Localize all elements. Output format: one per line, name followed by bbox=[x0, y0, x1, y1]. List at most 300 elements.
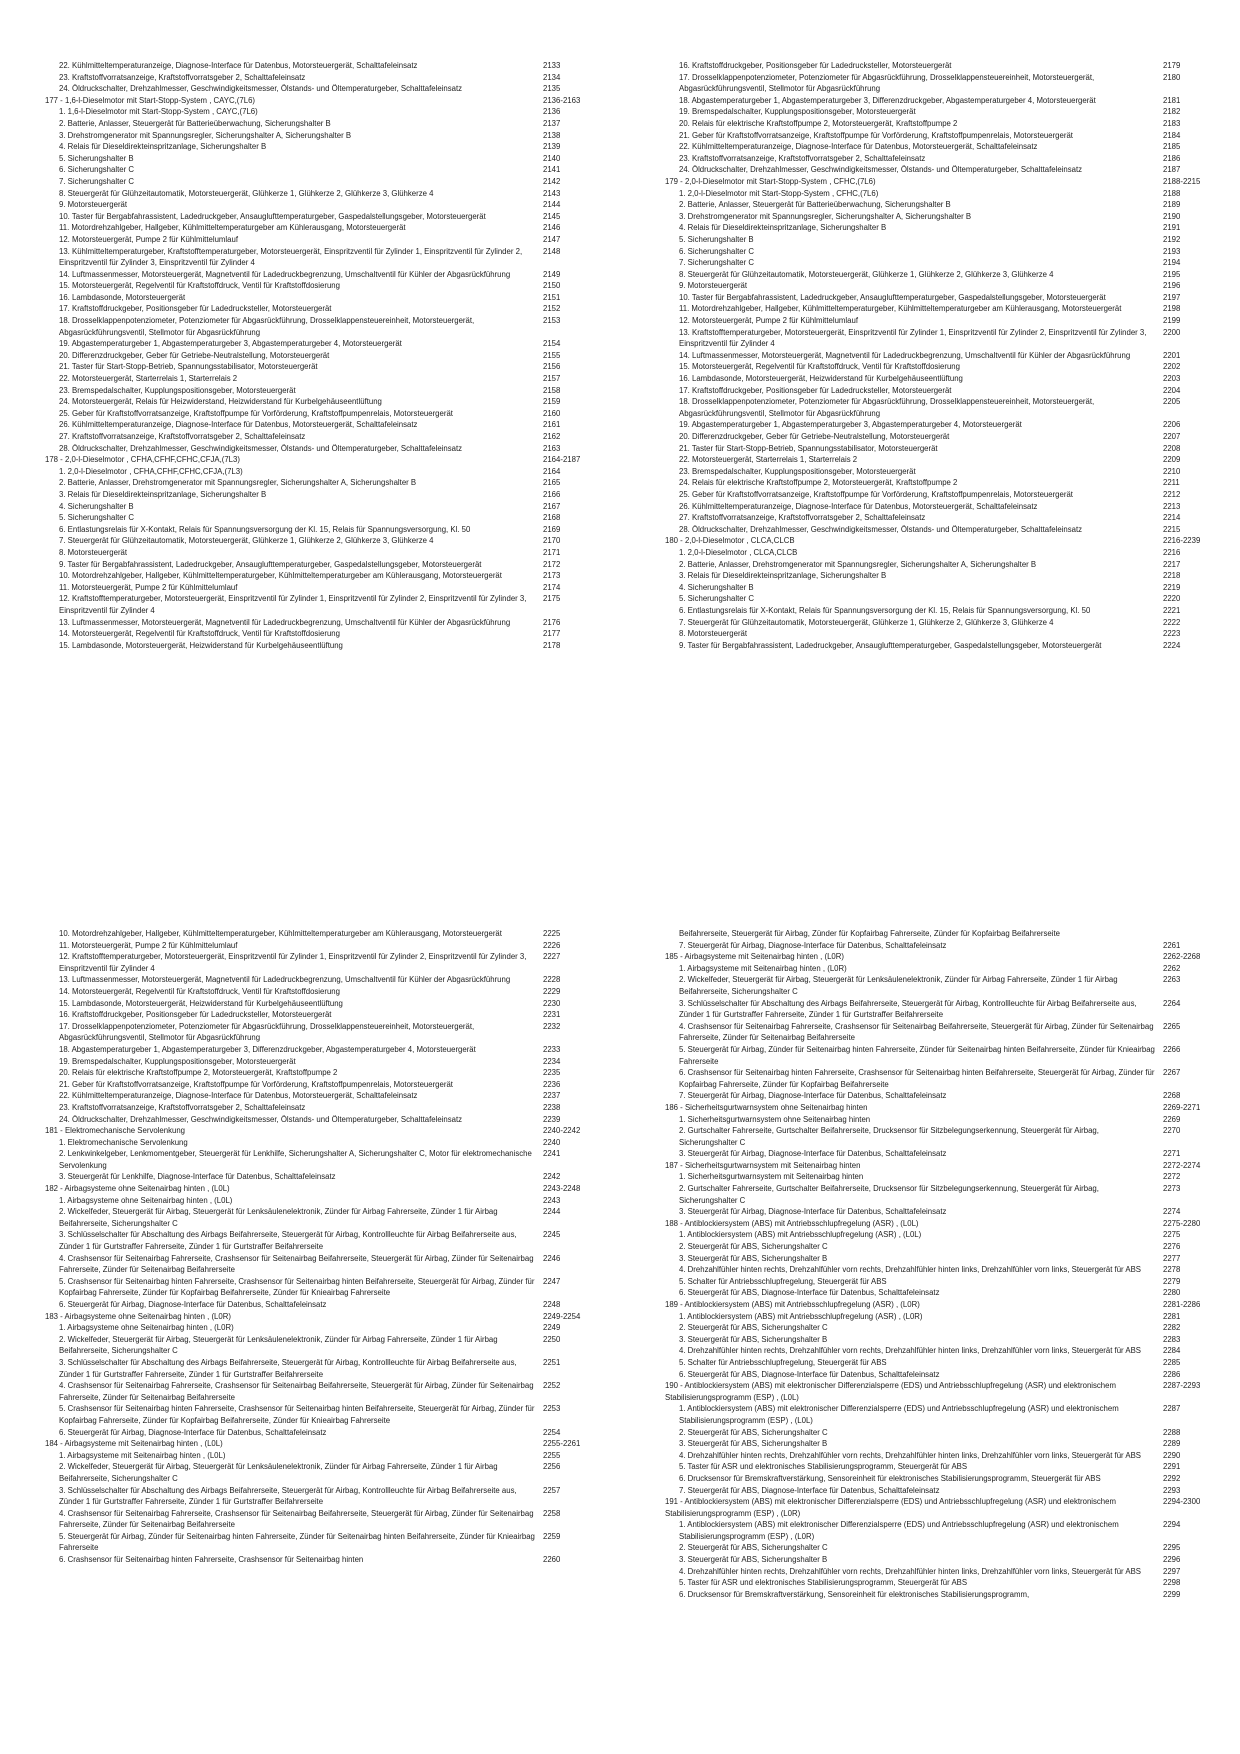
toc-entry-page: 2218 bbox=[1163, 571, 1181, 581]
toc-entry-page: 2269-2271 bbox=[1163, 1102, 1201, 1112]
toc-entry bbox=[45, 1021, 605, 1044]
toc-column-bottom-left bbox=[45, 928, 605, 1566]
toc-entry-page: 2291 bbox=[1163, 1462, 1181, 1472]
toc-entry-page: 2250 bbox=[543, 1334, 561, 1344]
toc-entry bbox=[45, 1044, 605, 1056]
toc-entry-title: 24. Motorsteuergerät, Relais für Heizwiderstand, Heizwiderstand für Kurbelgehäuseentlüftung bbox=[59, 397, 382, 407]
toc-entry-title: 185 - Airbagsysteme mit Seitenairbag hinten , (L0R) bbox=[665, 952, 844, 962]
toc-entry-page: 2252 bbox=[543, 1381, 561, 1391]
toc-entry-title: 8. Motorsteuergerät bbox=[59, 547, 128, 557]
toc-entry-title: 5. Sicherungshalter C bbox=[59, 513, 134, 523]
toc-entry-title: 22. Motorsteuergerät, Starterrelais 1, Starterrelais 2 bbox=[59, 374, 238, 384]
toc-entry-page: 2294 bbox=[1163, 1520, 1181, 1530]
toc-entry bbox=[665, 1577, 1225, 1589]
toc-entry-title: 19. Bremspedalschalter, Kupplungspositionsgeber, Motorsteuergerät bbox=[59, 1056, 296, 1066]
toc-entry-title: 4. Drehzahlfühler hinten rechts, Drehzahlfühler vorn rechts, Drehzahlfühler hinten links, Drehzahlfühler vorn links, Steuergerät für ABS bbox=[679, 1346, 1141, 1356]
toc-entry bbox=[665, 547, 1225, 559]
toc-entry-title: 17. Drosselklappenpotenziometer, Potenziometer für Abgasrückführung, Drosselklappensteuereinheit, Motorsteuergerät, Abgasrückführungsventil, Stellmotor für Abgasrückführung bbox=[59, 1021, 475, 1043]
toc-entry-page: 2268 bbox=[1163, 1091, 1181, 1101]
toc-entry-page: 2219 bbox=[1163, 582, 1181, 592]
toc-entry bbox=[45, 1403, 605, 1426]
toc-entry-title: 3. Steuergerät für Lenkhilfe, Diagnose-Interface für Datenbus, Schalttafeleinsatz bbox=[59, 1172, 336, 1182]
toc-entry-title: 181 - Elektromechanische Servolenkung bbox=[45, 1126, 185, 1136]
toc-entry bbox=[45, 951, 605, 974]
toc-section-heading bbox=[45, 1125, 605, 1137]
toc-entry-title: 20. Differenzdruckgeber, Geber für Getriebe-Neutralstellung, Motorsteuergerät bbox=[59, 350, 330, 360]
toc-entry-title: 7. Sicherungshalter C bbox=[59, 176, 134, 186]
toc-entry-title: 6. Drucksensor für Bremskraftverstärkung, Sensoreinheit für elektronisches Stabilisierungsprogramm, bbox=[679, 1589, 1030, 1599]
toc-entry-page: 2249-2254 bbox=[543, 1311, 581, 1321]
toc-entry bbox=[665, 396, 1225, 419]
toc-entry-title: 6. Sicherungshalter C bbox=[59, 165, 134, 175]
toc-entry-page: 2144 bbox=[543, 200, 561, 210]
toc-entry bbox=[665, 1287, 1225, 1299]
toc-entry-page: 2137 bbox=[543, 118, 561, 128]
toc-entry-title: 15. Motorsteuergerät, Regelventil für Kraftstoffdruck, Ventil für Kraftstoffdosierung bbox=[679, 362, 960, 372]
toc-entry-title: 11. Motorsteuergerät, Pumpe 2 für Kühlmittelumlauf bbox=[59, 582, 238, 592]
toc-entry-title: 188 - Antiblockiersystem (ABS) mit Antriebsschlupfregelung (ASR) , (L0L) bbox=[665, 1218, 919, 1228]
toc-entry-title: 4. Crashsensor für Seitenairbag Fahrerseite, Crashsensor für Seitenairbag Beifahrerseite, Steuergerät für Airbag, Zünder für Seitenairbag Fahrerseite, Zünder für Seitenairbag Beifahrerseite bbox=[59, 1253, 534, 1275]
toc-entry bbox=[45, 1531, 605, 1554]
toc-entry bbox=[665, 570, 1225, 582]
toc-entry bbox=[45, 1322, 605, 1334]
toc-entry-page: 2140 bbox=[543, 153, 561, 163]
toc-entry-title: 5. Sicherungshalter B bbox=[679, 234, 754, 244]
toc-entry-title: 23. Kraftstoffvorratsanzeige, Kraftstoffvorratsgeber 2, Schalttafeleinsatz bbox=[679, 153, 926, 163]
toc-entry bbox=[45, 998, 605, 1010]
toc-section-heading bbox=[665, 1160, 1225, 1172]
toc-entry-title: 15. Motorsteuergerät, Regelventil für Kraftstoffdruck, Ventil für Kraftstoffdosierung bbox=[59, 281, 340, 291]
toc-entry-page: 2294-2300 bbox=[1163, 1497, 1201, 1507]
toc-entry bbox=[45, 188, 605, 200]
toc-entry-page: 2235 bbox=[543, 1068, 561, 1078]
toc-entry-page: 2259 bbox=[543, 1531, 561, 1541]
toc-entry-title: 3. Steuergerät für Airbag, Diagnose-Interface für Datenbus, Schalttafeleinsatz bbox=[679, 1149, 947, 1159]
toc-entry-title: 8. Steuergerät für Glühzeitautomatik, Motorsteuergerät, Glühkerze 1, Glühkerze 2, Glühkerze 3, Glühkerze 4 bbox=[679, 269, 1054, 279]
toc-entry-title: 26. Kühlmitteltemperaturanzeige, Diagnose-Interface für Datenbus, Motorsteuergerät, Schalttafeleinsatz bbox=[679, 501, 1038, 511]
toc-entry-title: 2. Gurtschalter Fahrerseite, Gurtschalter Beifahrerseite, Drucksensor für Sitzbelegungserkennung, Steuergerät für Airbag, Sicherungshalter C bbox=[679, 1126, 1099, 1147]
toc-entry bbox=[665, 1461, 1225, 1473]
toc-entry-page: 2275 bbox=[1163, 1230, 1181, 1240]
toc-section-heading bbox=[665, 1102, 1225, 1114]
toc-entry-page: 2234 bbox=[543, 1056, 561, 1066]
toc-entry-title: 179 - 2,0-l-Dieselmotor mit Start-Stopp-System , CFHC,(7L6) bbox=[665, 176, 876, 186]
toc-entry bbox=[45, 928, 605, 940]
toc-entry-page: 2255-2261 bbox=[543, 1439, 581, 1449]
toc-entry-title: 7. Steuergerät für ABS, Diagnose-Interface für Datenbus, Schalttafeleinsatz bbox=[679, 1485, 940, 1495]
toc-entry-page: 2223 bbox=[1163, 629, 1181, 639]
toc-entry bbox=[45, 141, 605, 153]
toc-entry-page: 2296 bbox=[1163, 1555, 1181, 1565]
toc-entry bbox=[45, 106, 605, 118]
toc-entry bbox=[45, 501, 605, 513]
toc-entry-title: 3. Steuergerät für ABS, Sicherungshalter B bbox=[679, 1253, 828, 1263]
toc-entry-title: 18. Drosselklappenpotenziometer, Potenziometer für Abgasrückführung, Drosselklappensteuereinheit, Motorsteuergerät, Abgasrückführungsventil, Stellmotor für Abgasrückführung bbox=[59, 316, 475, 337]
toc-section-heading bbox=[665, 535, 1225, 547]
toc-entry-title: 27. Kraftstoffvorratsanzeige, Kraftstoffvorratsgeber 2, Schalttafeleinsatz bbox=[59, 432, 306, 441]
toc-entry bbox=[665, 1519, 1225, 1542]
toc-entry-title: 10. Motordrehzahlgeber, Hallgeber, Kühlmitteltemperaturgeber, Kühlmitteltemperaturgeber am Kühlerausgang, Motorsteuergerät bbox=[59, 571, 502, 581]
toc-entry bbox=[45, 234, 605, 246]
toc-section-heading bbox=[665, 1218, 1225, 1230]
toc-entry-title: 21. Taster für Start-Stopp-Betrieb, Spannungsstabilisator, Motorsteuergerät bbox=[679, 443, 938, 453]
toc-entry bbox=[665, 257, 1225, 269]
toc-entry-title: 5. Crashsensor für Seitenairbag hinten Fahrerseite, Crashsensor für Seitenairbag hinten Beifahrerseite, Steuergerät für Airbag, Zünder für Kopfairbag Fahrerseite, Zünder für Kopfairbag Beifahrerseite, Zünder für Knieairbag Fahrerseite bbox=[59, 1404, 535, 1425]
toc-entry-title: 9. Taster für Bergabfahrassistent, Ladedruckgeber, Ansauglufttemperaturgeber, Gaspedalstellungsgeber, Motorsteuergerät bbox=[59, 559, 482, 569]
toc-entry-page: 2145 bbox=[543, 211, 561, 221]
toc-entry bbox=[665, 1021, 1225, 1044]
toc-entry-title: 1. 1,6-l-Dieselmotor mit Start-Stopp-System , CAYC,(7L6) bbox=[59, 107, 258, 117]
toc-entry-page: 2169 bbox=[543, 524, 561, 534]
toc-entry-page: 2138 bbox=[543, 130, 561, 140]
toc-entry bbox=[665, 466, 1225, 478]
toc-entry-page: 2249 bbox=[543, 1323, 561, 1333]
toc-entry-title: 23. Bremspedalschalter, Kupplungspositionsgeber, Motorsteuergerät bbox=[59, 385, 296, 395]
toc-entry-title: 191 - Antiblockiersystem (ABS) mit elektronischer Differenzialsperre (EDS) und Antriebsschlupfregelung (ASR) und elektronischem Stabilisierungsprogramm (ESP) , (L0R) bbox=[665, 1497, 1116, 1518]
toc-entry-title: 2. Steuergerät für ABS, Sicherungshalter C bbox=[679, 1242, 828, 1252]
toc-section-heading bbox=[45, 454, 605, 466]
toc-entry-page: 2187 bbox=[1163, 165, 1181, 175]
toc-entry bbox=[665, 1438, 1225, 1450]
toc-entry-title: 7. Steuergerät für Airbag, Diagnose-Interface für Datenbus, Schalttafeleinsatz bbox=[679, 1091, 947, 1101]
toc-entry-title: 13. Kraftstofftemperaturgeber, Motorsteuergerät, Einspritzventil für Zylinder 1, Einspritzventil für Zylinder 2, Einspritzventil für Zylinder 3, Einspritzventil für Zylinder 4 bbox=[679, 327, 1147, 349]
toc-entry-page: 2183 bbox=[1163, 118, 1181, 128]
toc-entry-page: 2207 bbox=[1163, 432, 1181, 441]
toc-entry bbox=[665, 524, 1225, 536]
toc-entry bbox=[665, 222, 1225, 234]
toc-entry-title: 180 - 2,0-l-Dieselmotor , CLCA,CLCB bbox=[665, 536, 795, 546]
toc-entry-page: 2152 bbox=[543, 304, 561, 314]
toc-entry bbox=[45, 83, 605, 95]
toc-entry bbox=[45, 1508, 605, 1531]
toc-entry-page: 2244 bbox=[543, 1207, 561, 1217]
toc-entry bbox=[665, 246, 1225, 258]
toc-entry-title: 1. Sicherheitsgurtwarnsystem ohne Seitenairbag hinten bbox=[679, 1114, 871, 1124]
toc-entry-page: 2247 bbox=[543, 1276, 561, 1286]
toc-entry bbox=[665, 1276, 1225, 1288]
toc-entry bbox=[45, 443, 605, 455]
toc-entry-page: 2226 bbox=[543, 940, 561, 950]
toc-entry bbox=[665, 211, 1225, 223]
toc-entry-title: 20. Relais für elektrische Kraftstoffpumpe 2, Motorsteuergerät, Kraftstoffpumpe 2 bbox=[59, 1068, 338, 1078]
toc-entry-title: 7. Steuergerät für Glühzeitautomatik, Motorsteuergerät, Glühkerze 1, Glühkerze 2, Glühkerze 3, Glühkerze 4 bbox=[679, 617, 1054, 627]
toc-entry-page: 2236 bbox=[543, 1079, 561, 1089]
toc-entry bbox=[45, 118, 605, 130]
toc-entry-title: 2. Batterie, Anlasser, Drehstromgenerator mit Spannungsregler, Sicherungshalter A, Sicherungshalter B bbox=[679, 559, 1037, 569]
toc-entry bbox=[45, 593, 605, 616]
toc-entry bbox=[665, 373, 1225, 385]
toc-entry-title: 13. Luftmassenmesser, Motorsteuergerät, Magnetventil für Ladedruckbegrenzung, Umschaltventil für Kühler der Abgasrückführung bbox=[59, 975, 511, 985]
toc-entry-page: 2157 bbox=[543, 374, 561, 384]
toc-entry-title: 6. Crashsensor für Seitenairbag hinten Fahrerseite, Crashsensor für Seitenairbag hinten Beifahrerseite, Steuergerät für Airbag, Zünder für Kopfairbag Fahrerseite, Zünder für Kopfairbag Beifahrerseite bbox=[679, 1068, 1155, 1089]
toc-entry-title: 187 - Sicherheitsgurtwarnsystem mit Seitenairbag hinten bbox=[665, 1160, 861, 1170]
toc-entry bbox=[45, 1114, 605, 1126]
toc-entry-title: 5. Sicherungshalter C bbox=[679, 594, 754, 604]
toc-entry-page: 2241 bbox=[543, 1149, 561, 1159]
toc-entry bbox=[665, 640, 1225, 652]
toc-entry-page: 2255 bbox=[543, 1450, 561, 1460]
toc-entry-title: 1. Airbagsysteme mit Seitenairbag hinten , (L0R) bbox=[679, 963, 847, 973]
toc-entry-title: 14. Luftmassenmesser, Motorsteuergerät, Magnetventil für Ladedruckbegrenzung, Umschaltventil für Kühler der Abgasrückführung bbox=[59, 269, 511, 279]
toc-entry bbox=[665, 1334, 1225, 1346]
toc-entry-page: 2135 bbox=[543, 84, 561, 94]
toc-entry-title: 15. Lambdasonde, Motorsteuergerät, Heizwiderstand für Kurbelgehäuseentlüftung bbox=[59, 640, 343, 650]
toc-entry bbox=[45, 130, 605, 142]
toc-entry-title: 25. Geber für Kraftstoffvorratsanzeige, Kraftstoffpumpe für Vorförderung, Kraftstoffpumpenrelais, Motorsteuergerät bbox=[679, 489, 1073, 499]
toc-entry-page: 2263 bbox=[1163, 975, 1181, 985]
toc-entry-page: 2295 bbox=[1163, 1543, 1181, 1553]
toc-entry bbox=[45, 350, 605, 362]
toc-entry-title: 23. Bremspedalschalter, Kupplungspositionsgeber, Motorsteuergerät bbox=[679, 466, 916, 476]
toc-entry-title: 19. Abgastemperaturgeber 1, Abgastemperaturgeber 3, Abgastemperaturgeber 4, Motorsteuergerät bbox=[59, 339, 402, 349]
toc-entry bbox=[45, 547, 605, 559]
toc-entry-page: 2190 bbox=[1163, 211, 1181, 221]
toc-section-heading bbox=[45, 95, 605, 107]
toc-entry bbox=[45, 1253, 605, 1276]
toc-entry bbox=[45, 1276, 605, 1299]
toc-entry-title: 3. Drehstromgenerator mit Spannungsregler, Sicherungshalter A, Sicherungshalter B bbox=[679, 211, 972, 221]
toc-entry bbox=[45, 570, 605, 582]
toc-entry-title: 177 - 1,6-l-Dieselmotor mit Start-Stopp-System , CAYC,(7L6) bbox=[45, 95, 256, 105]
toc-entry-title: 2. Wickelfeder, Steuergerät für Airbag, Steuergerät für Lenksäulenelektronik, Zünder für Airbag Fahrerseite, Zünder 1 für Airbag Beifahrerseite, Sicherungshalter C bbox=[59, 1462, 498, 1483]
toc-entry-page: 2229 bbox=[543, 986, 561, 996]
toc-entry-page: 2275-2280 bbox=[1163, 1218, 1201, 1228]
toc-entry bbox=[665, 234, 1225, 246]
toc-entry-title: 1. Antiblockiersystem (ABS) mit elektronischer Differenzialsperre (EDS) und Antriebsschlupfregelung (ASR) und elektronischem Stabilisierungsprogramm (ESP) , (L0R) bbox=[679, 1520, 1119, 1541]
toc-entry bbox=[45, 940, 605, 952]
toc-entry-title: 5. Taster für ASR und elektronisches Stabilisierungsprogramm, Steuergerät für ABS bbox=[679, 1462, 968, 1472]
toc-section-heading bbox=[665, 1496, 1225, 1519]
toc-entry-title: 20. Differenzdruckgeber, Geber für Getriebe-Neutralstellung, Motorsteuergerät bbox=[679, 432, 950, 441]
toc-entry-page: 2292 bbox=[1163, 1473, 1181, 1483]
toc-entry bbox=[665, 164, 1225, 176]
toc-entry-page: 2215 bbox=[1163, 524, 1181, 534]
toc-entry bbox=[45, 361, 605, 373]
toc-section-heading bbox=[665, 1380, 1225, 1403]
toc-entry-page: 2203 bbox=[1163, 374, 1181, 384]
toc-entry bbox=[45, 628, 605, 640]
toc-entry-page: 2171 bbox=[543, 547, 561, 557]
toc-entry-page: 2206 bbox=[1163, 420, 1181, 430]
toc-entry bbox=[665, 1183, 1225, 1206]
toc-entry-page: 2205 bbox=[1163, 397, 1181, 407]
toc-entry-title: 4. Crashsensor für Seitenairbag Fahrerseite, Crashsensor für Seitenairbag Beifahrerseite, Steuergerät für Airbag, Zünder für Seitenairbag Fahrerseite, Zünder für Seitenairbag Beifahrerseite bbox=[59, 1381, 534, 1402]
toc-entry bbox=[665, 188, 1225, 200]
toc-entry bbox=[665, 1589, 1225, 1601]
toc-entry bbox=[665, 928, 1225, 940]
toc-entry-title: 18. Drosselklappenpotenziometer, Potenziometer für Abgasrückführung, Drosselklappensteuereinheit, Motorsteuergerät, Abgasrückführungsventil, Stellmotor für Abgasrückführung bbox=[679, 397, 1095, 418]
toc-entry bbox=[45, 303, 605, 315]
toc-entry-page: 2147 bbox=[543, 234, 561, 244]
toc-entry-page: 2197 bbox=[1163, 292, 1181, 302]
toc-entry-title: 4. Crashsensor für Seitenairbag Fahrerseite, Crashsensor für Seitenairbag Beifahrerseite, Steuergerät für Airbag, Zünder für Seitenairbag Fahrerseite, Zünder für Seitenairbag Beifahrerseite bbox=[59, 1508, 534, 1530]
toc-entry-page: 2161 bbox=[543, 420, 561, 430]
toc-entry bbox=[45, 1229, 605, 1252]
toc-entry-page: 2231 bbox=[543, 1010, 561, 1020]
toc-entry-page: 2168 bbox=[543, 513, 561, 523]
toc-entry-title: 12. Motorsteuergerät, Pumpe 2 für Kühlmittelumlauf bbox=[679, 316, 858, 326]
toc-entry bbox=[665, 1345, 1225, 1357]
toc-section-heading bbox=[665, 951, 1225, 963]
toc-entry-title: 6. Steuergerät für Airbag, Diagnose-Interface für Datenbus, Schalttafeleinsatz bbox=[59, 1427, 327, 1437]
toc-entry bbox=[665, 593, 1225, 605]
toc-entry-page: 2167 bbox=[543, 501, 561, 511]
toc-entry-title: 2. Lenkwinkelgeber, Lenkmomentgeber, Steuergerät für Lenkhilfe, Sicherungshalter A, Sicherungshalter C, Motor für elektromechanische Servolenkung bbox=[59, 1149, 532, 1170]
toc-entry bbox=[45, 1079, 605, 1091]
toc-entry bbox=[665, 1044, 1225, 1067]
toc-entry-title: 14. Luftmassenmesser, Motorsteuergerät, Magnetventil für Ladedruckbegrenzung, Umschaltventil für Kühler der Abgasrückführung bbox=[679, 350, 1131, 360]
toc-section-heading bbox=[665, 1299, 1225, 1311]
toc-entry-page: 2262 bbox=[1163, 963, 1181, 973]
toc-entry-title: 3. Steuergerät für Airbag, Diagnose-Interface für Datenbus, Schalttafeleinsatz bbox=[679, 1207, 947, 1217]
toc-entry-title: 21. Geber für Kraftstoffvorratsanzeige, Kraftstoffpumpe für Vorförderung, Kraftstoffpumpenrelais, Motorsteuergerät bbox=[679, 130, 1073, 140]
toc-entry-title: 1. Antiblockiersystem (ABS) mit Antriebsschlupfregelung (ASR) , (L0L) bbox=[679, 1230, 922, 1240]
toc-entry-page: 2242 bbox=[543, 1172, 561, 1182]
toc-entry bbox=[665, 1067, 1225, 1090]
toc-entry-title: 26. Kühlmitteltemperaturanzeige, Diagnose-Interface für Datenbus, Motorsteuergerät, Schalttafeleinsatz bbox=[59, 420, 418, 430]
toc-entry-page: 2267 bbox=[1163, 1068, 1181, 1078]
toc-entry-page: 2139 bbox=[543, 142, 561, 152]
toc-entry bbox=[665, 141, 1225, 153]
toc-entry bbox=[665, 1171, 1225, 1183]
toc-entry bbox=[665, 559, 1225, 571]
toc-entry bbox=[45, 280, 605, 292]
toc-entry-page: 2288 bbox=[1163, 1427, 1181, 1437]
toc-entry bbox=[45, 524, 605, 536]
toc-entry-title: 12. Kraftstofftemperaturgeber, Motorsteuergerät, Einspritzventil für Zylinder 1, Einspritzventil für Zylinder 2, Einspritzventil für Zylinder 3, Einspritzventil für Zylinder 4 bbox=[59, 952, 527, 973]
toc-entry bbox=[665, 1253, 1225, 1265]
toc-entry-title: 3. Schlüsselschalter für Abschaltung des Airbags Beifahrerseite, Steuergerät für Airbag, Kontrollleuchte für Airbag Beifahrerseite aus, Zünder 1 für Gurtstraffer Fahrerseite, Zünder 1 für Gurtstraffer Beifahrerseite bbox=[59, 1485, 517, 1507]
toc-column-bottom-right bbox=[665, 928, 1225, 1600]
toc-entry-title: 2. Steuergerät für ABS, Sicherungshalter C bbox=[679, 1543, 828, 1553]
toc-entry-title: 20. Relais für elektrische Kraftstoffpumpe 2, Motorsteuergerät, Kraftstoffpumpe 2 bbox=[679, 118, 958, 128]
toc-entry-title: 24. Öldruckschalter, Drehzahlmesser, Geschwindigkeitsmesser, Ölstands- und Öltemperaturgeber, Schalttafeleinsatz bbox=[59, 1114, 463, 1124]
toc-entry-page: 2257 bbox=[543, 1485, 561, 1495]
toc-entry-page: 2243-2248 bbox=[543, 1184, 581, 1194]
toc-entry-title: 11. Motordrehzahlgeber, Hallgeber, Kühlmitteltemperaturgeber am Kühlerausgang, Motorsteuergerät bbox=[59, 223, 406, 233]
toc-entry-title: 3. Steuergerät für ABS, Sicherungshalter B bbox=[679, 1439, 828, 1449]
toc-entry bbox=[45, 211, 605, 223]
toc-entry bbox=[665, 477, 1225, 489]
toc-entry-title: 16. Lambdasonde, Motorsteuergerät bbox=[59, 292, 186, 302]
toc-entry bbox=[665, 605, 1225, 617]
toc-entry bbox=[665, 940, 1225, 952]
toc-entry bbox=[665, 454, 1225, 466]
toc-entry-title: 3. Schlüsselschalter für Abschaltung des Airbags Beifahrerseite, Steuergerät für Airbag, Kontrollleuchte für Airbag Beifahrerseite aus, Zünder 1 für Gurtstraffer Fahrerseite, Zünder 1 für Gurtstraffer Beifahrerseite bbox=[59, 1357, 517, 1379]
toc-entry-title: 2. Wickelfeder, Steuergerät für Airbag, Steuergerät für Lenksäulenelektronik, Zünder für Airbag Fahrerseite, Zünder 1 für Airbag Beifahrerseite, Sicherungshalter C bbox=[59, 1207, 498, 1228]
toc-entry-page: 2191 bbox=[1163, 223, 1181, 233]
toc-entry-title: 23. Kraftstoffvorratsanzeige, Kraftstoffvorratsgeber 2, Schalttafeleinsatz bbox=[59, 1102, 306, 1112]
toc-entry-title: 16. Kraftstoffdruckgeber, Positionsgeber für Ladedrucksteller, Motorsteuergerät bbox=[59, 1010, 332, 1020]
toc-entry-page: 2284 bbox=[1163, 1346, 1181, 1356]
toc-entry bbox=[665, 1125, 1225, 1148]
toc-entry-title: 14. Motorsteuergerät, Regelventil für Kraftstoffdruck, Ventil für Kraftstoffdosierung bbox=[59, 986, 340, 996]
toc-entry-title: 5. Schalter für Antriebsschlupfregelung, Steuergerät für ABS bbox=[679, 1357, 887, 1367]
toc-entry-title: 25. Geber für Kraftstoffvorratsanzeige, Kraftstoffpumpe für Vorförderung, Kraftstoffpumpenrelais, Motorsteuergerät bbox=[59, 408, 453, 418]
toc-entry bbox=[45, 385, 605, 397]
toc-entry-title: 2. Gurtschalter Fahrerseite, Gurtschalter Beifahrerseite, Drucksensor für Sitzbelegungserkennung, Steuergerät für Airbag, Sicherungshalter C bbox=[679, 1184, 1099, 1205]
toc-entry bbox=[45, 1450, 605, 1462]
toc-entry-page: 2266 bbox=[1163, 1044, 1181, 1054]
toc-section-heading bbox=[45, 1311, 605, 1323]
toc-entry-title: 3. Drehstromgenerator mit Spannungsregler, Sicherungshalter A, Sicherungshalter B bbox=[59, 130, 352, 140]
toc-entry-title: 2. Batterie, Anlasser, Drehstromgenerator mit Spannungsregler, Sicherungshalter A, Sicherungshalter B bbox=[59, 478, 417, 488]
toc-entry-page: 2221 bbox=[1163, 605, 1181, 615]
toc-entry-title: 182 - Airbagsysteme ohne Seitenairbag hinten , (L0L) bbox=[45, 1184, 230, 1194]
toc-entry bbox=[45, 535, 605, 547]
toc-entry bbox=[665, 617, 1225, 629]
toc-entry-page: 2282 bbox=[1163, 1323, 1181, 1333]
toc-entry-page: 2233 bbox=[543, 1044, 561, 1054]
toc-entry-page: 2269 bbox=[1163, 1114, 1181, 1124]
toc-entry bbox=[665, 443, 1225, 455]
toc-entry-title: 1. Antiblockiersystem (ABS) mit elektronischer Differenzialsperre (EDS) und Antriebsschlupfregelung (ASR) und elektronischem Stabilisierungsprogramm (ESP) , (L0L) bbox=[679, 1404, 1119, 1425]
toc-entry-title: 24. Öldruckschalter, Drehzahlmesser, Geschwindigkeitsmesser, Ölstands- und Öltemperaturgeber, Schalttafeleinsatz bbox=[679, 165, 1083, 175]
toc-entry-title: 2. Batterie, Anlasser, Steuergerät für Batterieüberwachung, Sicherungshalter B bbox=[679, 200, 951, 210]
toc-entry-page: 2189 bbox=[1163, 200, 1181, 210]
toc-entry-title: 22. Motorsteuergerät, Starterrelais 1, Starterrelais 2 bbox=[679, 455, 858, 465]
toc-entry bbox=[45, 559, 605, 571]
toc-entry-page: 2262-2268 bbox=[1163, 952, 1201, 962]
toc-entry bbox=[665, 582, 1225, 594]
toc-entry-page: 2248 bbox=[543, 1300, 561, 1309]
toc-entry-page: 2201 bbox=[1163, 350, 1181, 360]
toc-entry bbox=[45, 315, 605, 338]
toc-entry-page: 2246 bbox=[543, 1253, 561, 1263]
toc-entry bbox=[45, 72, 605, 84]
toc-entry-title: 6. Steuergerät für ABS, Diagnose-Interface für Datenbus, Schalttafeleinsatz bbox=[679, 1288, 940, 1298]
toc-entry bbox=[665, 1369, 1225, 1381]
toc-entry-title: 1. Elektromechanische Servolenkung bbox=[59, 1137, 188, 1147]
toc-entry bbox=[665, 315, 1225, 327]
toc-entry-page: 2165 bbox=[543, 478, 561, 488]
toc-entry-title: 9. Taster für Bergabfahrassistent, Ladedruckgeber, Ansauglufttemperaturgeber, Gaspedalstellungsgeber, Motorsteuergerät bbox=[679, 640, 1102, 650]
toc-entry-page: 2200 bbox=[1163, 327, 1181, 337]
toc-entry bbox=[45, 199, 605, 211]
toc-entry-page: 2277 bbox=[1163, 1253, 1181, 1263]
toc-entry bbox=[665, 153, 1225, 165]
toc-entry-page: 2224 bbox=[1163, 640, 1181, 650]
toc-entry-page: 2289 bbox=[1163, 1439, 1181, 1449]
toc-entry-title: 11. Motordrehzahlgeber, Hallgeber, Kühlmitteltemperaturgeber, Kühlmitteltemperaturgeber am Kühlerausgang, Motorsteuergerät bbox=[679, 304, 1122, 314]
toc-entry-title: 6. Crashsensor für Seitenairbag hinten Fahrerseite, Crashsensor für Seitenairbag hinten bbox=[59, 1555, 364, 1565]
toc-entry-title: 17. Kraftstoffdruckgeber, Positionsgeber für Ladedrucksteller, Motorsteuergerät bbox=[59, 304, 332, 314]
toc-entry-page: 2283 bbox=[1163, 1334, 1181, 1344]
toc-entry-title: 22. Kühlmitteltemperaturanzeige, Diagnose-Interface für Datenbus, Motorsteuergerät, Schalttafeleinsatz bbox=[59, 1091, 418, 1101]
toc-entry bbox=[665, 327, 1225, 350]
toc-entry-page: 2162 bbox=[543, 432, 561, 441]
toc-entry-page: 2185 bbox=[1163, 142, 1181, 152]
toc-entry-page: 2210 bbox=[1163, 466, 1181, 476]
toc-entry bbox=[665, 269, 1225, 281]
toc-entry-page: 2213 bbox=[1163, 501, 1181, 511]
toc-entry-page: 2204 bbox=[1163, 385, 1181, 395]
toc-entry-page: 2136 bbox=[543, 107, 561, 117]
toc-entry-title: 3. Schlüsselschalter für Abschaltung des Airbags Beifahrerseite, Steuergerät für Airbag, Kontrollleuchte für Airbag Beifahrerseite aus, Zünder 1 für Gurtstraffer Fahrerseite, Zünder 1 für Gurtstraffer Beifahrerseite bbox=[59, 1230, 517, 1252]
toc-entry-page: 2133 bbox=[543, 61, 561, 70]
toc-entry-page: 2281-2286 bbox=[1163, 1300, 1201, 1309]
toc-entry-title: 24. Relais für elektrische Kraftstoffpumpe 2, Motorsteuergerät, Kraftstoffpumpe 2 bbox=[679, 478, 958, 488]
toc-entry bbox=[665, 512, 1225, 524]
toc-entry-title: 18. Abgastemperaturgeber 1, Abgastemperaturgeber 3, Differenzdruckgeber, Abgastemperaturgeber 4, Motorsteuergerät bbox=[679, 95, 1096, 105]
toc-entry bbox=[45, 1485, 605, 1508]
toc-entry bbox=[45, 338, 605, 350]
toc-entry-page: 2150 bbox=[543, 281, 561, 291]
toc-entry bbox=[665, 963, 1225, 975]
toc-entry-title: 178 - 2,0-l-Dieselmotor , CFHA,CFHF,CFHC,CFJA,(7L3) bbox=[45, 455, 240, 465]
toc-entry bbox=[45, 431, 605, 443]
toc-entry-page: 2192 bbox=[1163, 234, 1181, 244]
